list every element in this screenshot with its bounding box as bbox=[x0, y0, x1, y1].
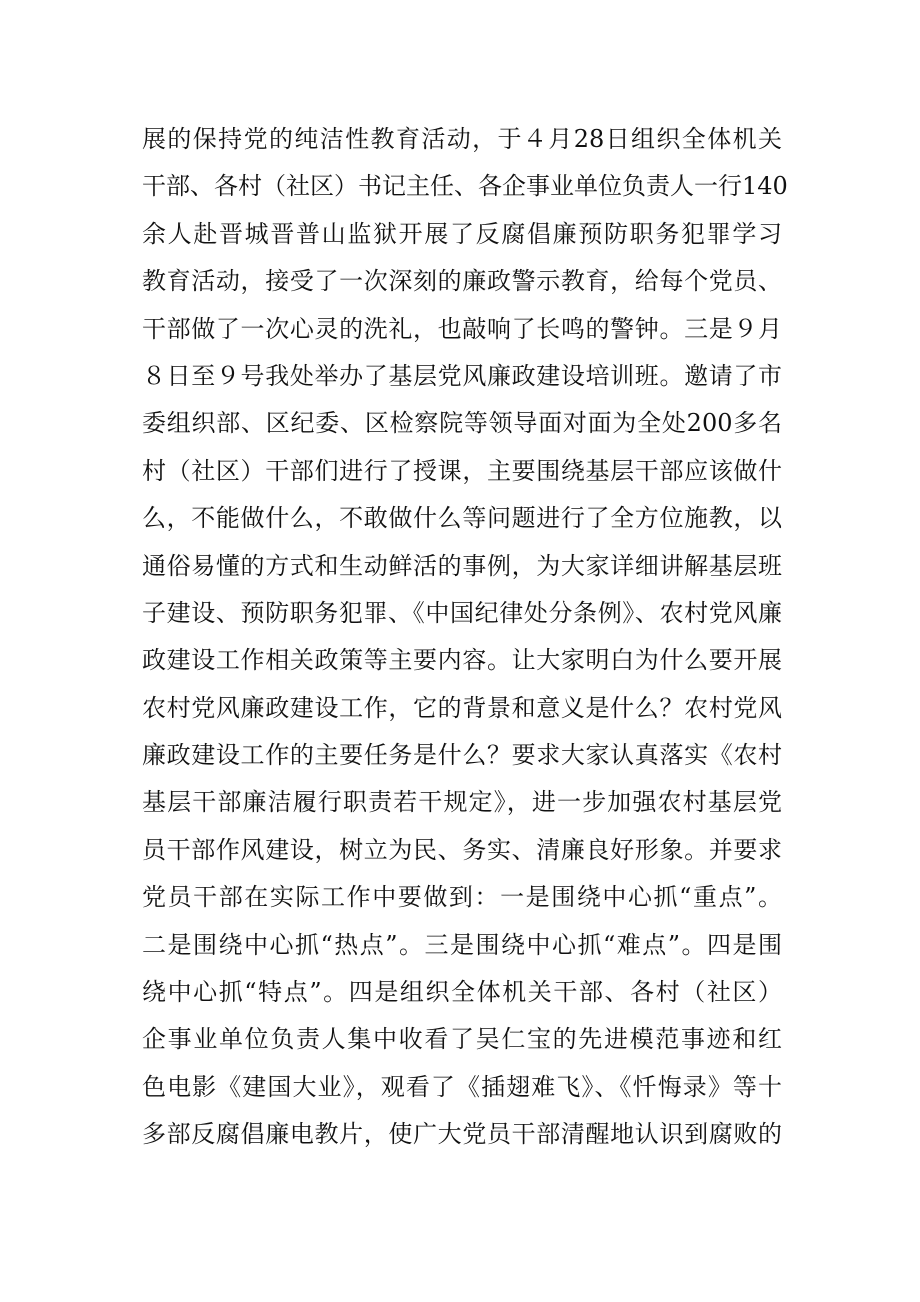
text-line-7: 委组织部、区纪委、区检察院等领导面对面为全处200多名 bbox=[142, 409, 782, 438]
text-line-22: 多部反腐倡廉电教片，使广大党员干部清醒地认识到腐败的 bbox=[142, 1120, 782, 1149]
text-line-8: 村（社区）干部们进行了授课，主要围绕基层干部应该做什 bbox=[142, 456, 782, 485]
text-line-6: ８日至９号我处举办了基层党风廉政建设培训班。邀请了市 bbox=[142, 361, 782, 390]
text-line-13: 农村党风廉政建设工作，它的背景和意义是什么？农村党风 bbox=[142, 693, 782, 722]
text-line-4: 教育活动，接受了一次深刻的廉政警示教育，给每个党员、 bbox=[142, 267, 782, 296]
text-line-3: 余人赴晋城晋普山监狱开展了反腐倡廉预防职务犯罪学习 bbox=[142, 219, 782, 248]
text-line-11: 子建设、预防职务犯罪、《中国纪律处分条例》、农村党风廉 bbox=[142, 598, 782, 627]
text-line-17: 党员干部在实际工作中要做到：一是围绕中心抓“重点”。 bbox=[142, 883, 782, 912]
text-line-18: 二是围绕中心抓“热点”。三是围绕中心抓“难点”。四是围 bbox=[142, 930, 782, 959]
text-line-19: 绕中心抓“特点”。四是组织全体机关干部、各村（社区） bbox=[142, 978, 782, 1007]
text-line-14: 廉政建设工作的主要任务是什么？要求大家认真落实《农村 bbox=[142, 741, 782, 770]
text-line-20: 企事业单位负责人集中收看了吴仁宝的先进模范事迹和红 bbox=[142, 1025, 782, 1054]
text-line-2: 干部、各村（社区）书记主任、各企事业单位负责人一行140 bbox=[142, 172, 788, 201]
text-line-21: 色电影《建国大业》，观看了《插翅难飞》、《忏悔录》等十 bbox=[142, 1072, 782, 1101]
text-line-9: 么，不能做什么，不敢做什么等问题进行了全方位施教，以 bbox=[142, 504, 782, 533]
text-line-1: 展的保持党的纯洁性教育活动，于４月28日组织全体机关 bbox=[142, 125, 782, 153]
text-line-15: 基层干部廉洁履行职责若干规定》，进一步加强农村基层党 bbox=[142, 788, 782, 817]
text-line-5: 干部做了一次心灵的洗礼，也敲响了长鸣的警钟。三是９月 bbox=[142, 314, 782, 343]
text-line-10: 通俗易懂的方式和生动鲜活的事例，为大家详细讲解基层班 bbox=[142, 551, 782, 580]
body-text bbox=[142, 116, 788, 1159]
text-line-12: 政建设工作相关政策等主要内容。让大家明白为什么要开展 bbox=[142, 646, 782, 675]
text-line-16: 员干部作风建设，树立为民、务实、清廉良好形象。并要求 bbox=[142, 835, 782, 864]
